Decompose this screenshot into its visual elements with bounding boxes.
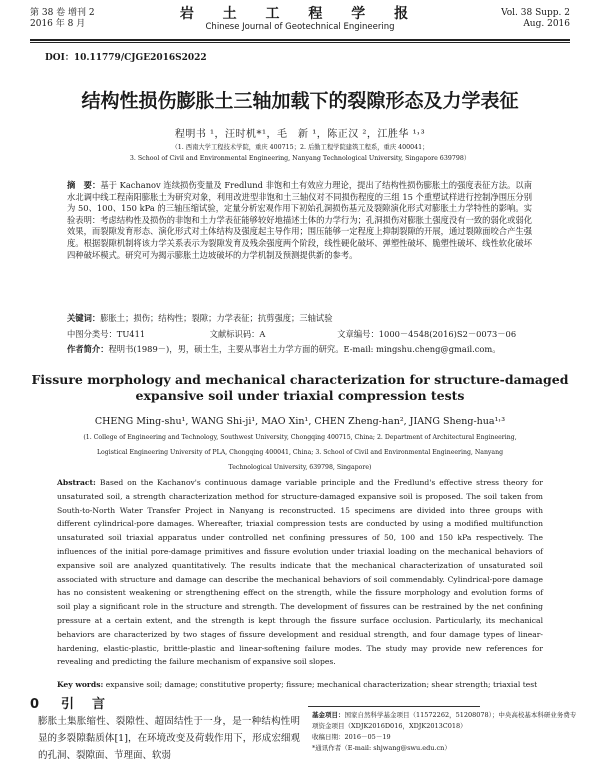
- affiliation-en-line: Logistical Engineering University of PLA, Chongqing 400041, China; 3. School of Civil and Environmental Engineering, Nanyang: [96, 449, 504, 456]
- fund-label: 基金项目：: [312, 711, 345, 719]
- section-heading: [30, 693, 123, 712]
- authors-en: CHENG Ming-shu¹, WANG Shi-ji¹, MAO Xin¹, CHEN Zheng-han², JIANG Sheng-hua¹˒³: [94, 416, 506, 427]
- article-number: 文章编号：1000－4548(2016)S2－0073－06: [337, 329, 517, 339]
- paper-title-cn: 结构性损伤膨胀土三轴加载下的裂隙形态及力学表征: [81, 90, 519, 112]
- fund-text: 国家自然科学基金项目（11572262，51208078）；中央高校基本科研业务费专项资金项目（XDJK2016D016，XDJK2013C018）: [312, 711, 577, 730]
- document-code: 文献标识码：A: [209, 329, 266, 339]
- keywords-en-text: expansive soil; damage; constitutive property; fissure; mechanical characterization; shear strength; triaxial test: [105, 680, 538, 689]
- affiliation-cn-line: （1. 西南大学工程技术学院，重庆 400715；2. 后勤工程学院建筑工程系，重庆 400041；: [171, 144, 429, 151]
- paper-title-en: Fissure morphology and mechanical characterization for structure-damaged expansive soil under triaxial compression tests: [31, 372, 569, 403]
- received-date: 收稿日期：2016－05－19: [312, 733, 391, 741]
- affiliation-en-line: Technological University, 639798, Singapore): [228, 464, 372, 471]
- section-number: 0: [30, 697, 40, 712]
- abstract-en-text: Based on the Kachanov's continuous damage variable principle and the Fredlund's effective stress theory for unsaturated soil, a strength characterization method for structure-damaged expansive soil is proposed. The soil taken from South-to-North Water Transfer Project in Nanyang is reconstructed. 15 specimens are divided into three groups with different cylindrical-pore damages. Whereafter, triaxial compression tests are conducted by using a modified multifunction unsaturated soil triaxial apparatus under controlled net confining pressures of 50, 100 and 150 kPa respectively. The influences of the initial pore-damage primitives and fissure evolution under triaxial loading on the mechanical behaviors of expansive soil are analyzed quantitatively. The results indicate that the mechanical characterization of unsaturated soil associated with structure and damage can describe the mechanical behaviors of soil commendably. Cylindrical-pore damage has no consistent weakening or strengthening effect on the strength, while the fissure morphology and evolution forms of soil play a significant role in the structure and strength. The development of fissures can be restrained by the net confining pressure at a certain extent, and the strength is kept through the fissure surface occlusion. Particularly, its mechanical behaviors are characterized by two stages of fissure development and residual strength, and four damage types of linear-hardening, elastic-plastic, brittle-plastic and linear-softening failure modes. The study may provide new references for revealing and predicting the failure mechanism of expansive soil slopes.: [57, 478, 543, 667]
- section-title: 引言: [61, 697, 124, 712]
- affiliations-cn: [0, 142, 600, 164]
- keywords-en: [57, 680, 543, 689]
- classification-row: [67, 328, 532, 340]
- corresponding-author: *通讯作者（E-mail: shjwang@swu.edu.cn）: [312, 744, 451, 752]
- abstract-en-label: Abstract:: [57, 478, 96, 487]
- author-bio-text: 程明书(1989－)，男，硕士生，主要从事岩土力学方面的研究。E-mail: mingshu.cheng@gmail.com。: [108, 344, 501, 354]
- affiliation-cn-line: 3. School of Civil and Environmental Engineering, Nanyang Technological University, Singapore 639798）: [129, 155, 471, 162]
- header-volume-info-en: [501, 8, 570, 30]
- header-volume: 第 38 卷 增刊 2: [30, 8, 95, 18]
- journal-name-cn: 岩 土 工 程 学 报: [179, 6, 421, 22]
- abstract-cn: [67, 180, 532, 261]
- affiliation-en-line: (1. College of Engineering and Technology, Southwest University, Chongqing 400715, China; 2. Department of Architectural Engineering,: [83, 434, 517, 441]
- footnote: [312, 710, 577, 754]
- keywords-cn-text: 膨胀土；损伤；结构性；裂隙；力学表征；抗剪强度；三轴试验: [100, 313, 333, 323]
- abstract-cn-label: 摘 要：: [67, 180, 101, 190]
- keywords-cn: [67, 312, 333, 324]
- keywords-en-label: Key words:: [57, 680, 104, 689]
- intro-paragraph: 膨胀土集胀缩性、裂隙性、超固结性于一身，是一种结构性明显的多裂隙黏质体[1]，在环境改变及荷载作用下，形成宏细观的孔洞、裂隙面、节理面、软弱: [38, 716, 300, 761]
- header-date: 2016 年 8 月: [30, 19, 86, 29]
- journal-name-en: Chinese Journal of Geotechnical Engineering: [205, 22, 395, 32]
- header-rule-thin: [30, 42, 570, 43]
- author-bio-label: 作者简介：: [67, 344, 109, 354]
- footnote-rule: [308, 706, 480, 707]
- clc-number: 中图分类号：TU411: [67, 329, 146, 339]
- affiliations-en: [60, 430, 540, 475]
- author-bio: [67, 343, 501, 355]
- header-rule-thick: [30, 39, 570, 41]
- abstract-cn-text: 基于 Kachanov 连续损伤变量及 Fredlund 非饱和土有效应力理论，提出了结构性损伤膨胀土的强度表征方法。以南水北调中线工程南阳膨胀土为研究对象，利用改进型非饱和土三轴仪对不同损伤程度的三组 15 个重塑试样进行控制净围压分别为 50、100、150 kPa 的三轴压缩试验，定量分析宏观作用下初始孔洞损伤基元及裂隙演化形式对膨胀土力学特性的影响。实验表明：考虑结构性及损伤的非饱和土力学表征能够较好地描述土体的力学行为；孔洞损伤对膨胀土强度没有一致的弱化或弱化效果，而裂隙发育形态、演化形式对土体结构及强度起主导作用；围压能够一定程度上抑制裂隙的开展，通过裂隙面咬合产生强度。根据裂隙机制将该力学关系表示为裂隙发育及残余强度两个阶段，线性硬化破坏、弹塑性破坏、脆塑性破坏、线性软化破坏四种破坏模式。研究可为揭示膨胀土边坡破坏的力学机制及预测提供新的参考。: [67, 180, 532, 260]
- header-volume-en: Vol. 38 Supp. 2: [501, 8, 570, 18]
- keywords-cn-label: 关键词：: [67, 313, 101, 323]
- header-date-en: Aug. 2016: [523, 19, 570, 29]
- abstract-en: [57, 476, 543, 669]
- doi[interactable]: DOI：10.11779/CJGE2016S2022: [45, 53, 207, 63]
- authors-cn: 程明书 ¹，汪时机*¹，毛 新 ¹，陈正汉 ²，江胜华 ¹˒³: [174, 129, 426, 140]
- fund-info: [312, 710, 577, 732]
